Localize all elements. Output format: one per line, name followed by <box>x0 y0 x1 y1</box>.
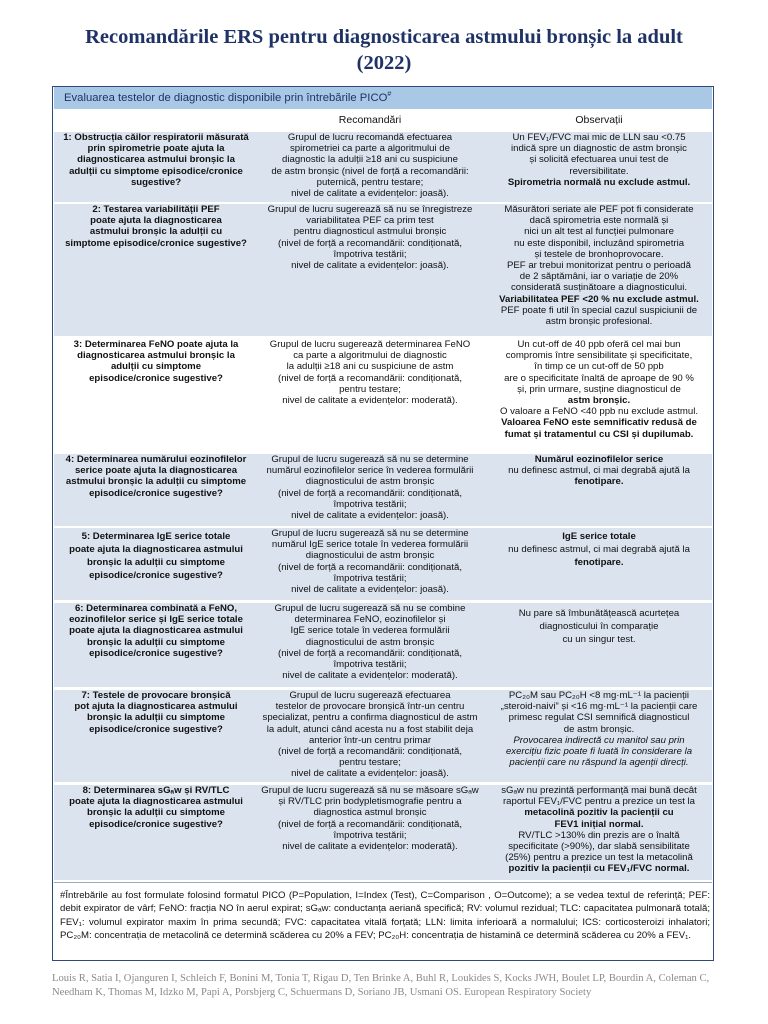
observation-line: în timp ce un cut-off de 50 ppb <box>534 361 664 373</box>
question-line: episodice/cronice sugestive? <box>89 570 223 581</box>
recommendation-line: nivel de calitate a evidențelor: joasă). <box>291 260 449 272</box>
table-header-sup: # <box>387 91 392 98</box>
question-line: serice poate ajuta la diagnosticarea <box>74 465 238 477</box>
recommendation-line: diagnosticului de astm bronșic <box>305 476 435 488</box>
observation-line: astm bronșic profesional. <box>545 316 653 328</box>
question-line: poate ajuta la diagnosticarea astmului <box>69 796 243 808</box>
question-line: episodice/cronice sugestive? <box>89 372 223 384</box>
question-line: episodice/cronice sugestive? <box>89 818 223 830</box>
observation-line: IgE serice totale <box>562 531 636 542</box>
question-line: 3: Determinarea FeNO poate ajuta la <box>73 339 239 350</box>
recommendation-line: Grupul de lucru sugerează să nu se determine <box>271 454 469 465</box>
recommendation-line: Grupul de lucru sugerează efectuarea <box>289 690 451 701</box>
observation-line: O valoare a FeNO <40 ppb nu exclude astmul. <box>499 406 699 418</box>
recommendation-line: ca parte a algoritmului de diagnostic <box>293 350 447 362</box>
question-cell <box>58 339 254 384</box>
question-line: 4: Determinarea numărului eozinofilelor <box>65 454 247 465</box>
question-line: astmului bronșic la adulții cu simptome <box>65 476 247 488</box>
question-line: 8: Determinarea sGₐw și RV/TLC <box>82 785 230 796</box>
question-cell <box>58 785 254 830</box>
recommendation-line: specializat, pentru a confirma diagnosticul de astm <box>262 712 478 724</box>
observation-line: astm bronșic. <box>567 395 631 407</box>
recommendation-line: diagnosticului de astm bronșic <box>305 550 435 562</box>
question-line: episodice/cronice sugestive? <box>89 723 223 735</box>
question-line: bronșic la adulții cu simptome <box>86 557 226 568</box>
observation-cell <box>488 785 710 875</box>
observation-cell <box>488 204 710 327</box>
table-row <box>54 339 712 451</box>
table-row <box>54 528 712 600</box>
observation-line: Valoarea FeNO este semnificativ redusă de <box>501 417 697 429</box>
question-cell <box>58 204 254 249</box>
observation-line: primesc regulat CSI semnifică diagnosticul <box>508 712 690 724</box>
observation-line: indică spre un diagnostic de astm bronșic <box>511 143 687 155</box>
observation-line: PC₂₀M sau PC₂₀H <8 mg·mL⁻¹ la pacienții <box>508 690 690 701</box>
question-line: astmului bronșic la adulții cu <box>89 226 223 238</box>
recommendation-line: și RV/TLC prin bodypletismografie pentru a <box>278 796 462 808</box>
recommendation-line: pentru testare; <box>339 757 401 769</box>
recommendation-cell <box>259 528 481 595</box>
recommendation-line: diagnostic la adulții ≥18 ani cu suspiciune <box>282 154 458 166</box>
observation-line: și testele de bronhoprovocare. <box>534 248 664 260</box>
observation-cell <box>488 132 710 188</box>
observation-line: cu un singur test. <box>562 634 636 645</box>
recommendation-line: pentru diagnosticul astmului bronșic <box>293 226 447 238</box>
recommendation-line: la adulții ≥18 ani cu suspiciune de astm <box>286 361 454 373</box>
question-line: prin spirometrie poate ajuta la <box>87 143 225 155</box>
observation-line: „steroid-naivi” și <16 mg·mL⁻¹ la pacienții care <box>500 701 698 713</box>
page-title <box>40 24 728 76</box>
recommendation-line: (nivel de forță a recomandării: condiționată, <box>278 237 462 249</box>
observation-cell <box>488 530 710 569</box>
question-line: adulții cu simptome <box>110 361 202 373</box>
observation-line: PEF ar trebui monitorizat pentru o perioadă <box>507 260 691 272</box>
title-line-2: (2022) <box>356 52 412 74</box>
observation-line: de astm bronșic. <box>563 723 635 735</box>
question-line: 1: Obstrucția căilor respiratorii măsurată <box>63 132 249 143</box>
observation-line: Măsurători seriate ale PEF pot fi considerate <box>504 204 694 215</box>
question-line: eozinofilelor serice și IgE serice totale <box>69 614 243 626</box>
footnote: #Întrebările au fost formulate folosind formatul PICO (P=Population, I=Index (Test), C=Comparison , O=Outcome); a se vedea textul de referință; PEF: debit expirator de vârf; FeNO: fracția NO în aerul expirat; sGₐw: conductanța aeriană specifică; RV: volumul rezidual; TLC: capacitatea pulmonară totală; FEV₁: volumul expirator maxim în prima secundă; FVC: capacitatea vitală forțată; LLN: limita inferioară a normalului; ICS: corticosteroizi inhalatori; PC₂₀M: concentrația de metacolină ce determină scăderea cu 20% a FEV; PC₂₀H: concentrația de histamină ce determină scăderea cu 20% a FEV₁. <box>60 890 710 942</box>
column-header-observatii: Observații <box>575 114 623 126</box>
observation-line: și solicită efectuarea unui test de <box>529 154 669 166</box>
observation-line: nici un alt test al funcției pulmonare <box>524 226 674 238</box>
question-cell <box>58 690 254 735</box>
observation-line: nu definesc astmul, ci mai degrabă ajută la <box>508 465 690 477</box>
recommendation-line: IgE serice totale în vederea formulării <box>290 625 450 637</box>
observation-line: pozitiv la pacienții cu FEV₁/FVC normal. <box>508 863 690 875</box>
observation-cell <box>488 607 710 646</box>
recommendation-line: (nivel de forță a recomandării: condiționată, <box>278 561 462 573</box>
observation-line: pacienții care nu răspund la agenții direcți. <box>509 757 689 769</box>
table-row <box>54 204 712 336</box>
observation-line: reversibilitate. <box>569 165 629 177</box>
observation-line: considerată susținătoare a diagnosticului. <box>511 282 687 294</box>
recommendation-line: (nivel de forță a recomandării: condiționată, <box>278 818 462 830</box>
recommendation-line: (nivel de forță a recomandării: condiționată, <box>278 746 462 758</box>
question-cell <box>58 132 254 188</box>
observation-line: PEF poate fi util în special cazul suspiciunii de <box>500 304 698 316</box>
question-line: diagnosticarea astmului bronșic la <box>77 154 235 166</box>
recommendation-line: testelor de provocare bronșică într-un centru <box>275 701 465 713</box>
observation-line: de 2 săptămâni, iar o variație de 20% <box>519 271 679 283</box>
observation-line: Nu pare să îmbunătățească acurtețea <box>518 608 680 619</box>
recommendation-line: pentru testare; <box>339 383 401 395</box>
question-line: episodice/cronice sugestive? <box>89 647 223 659</box>
table-header-band <box>54 87 712 109</box>
observation-line: Un cut-off de 40 ppb oferă cel mai bun <box>517 339 681 350</box>
observation-line: nu definesc astmul, ci mai degrabă ajută la <box>508 544 690 555</box>
recommendation-line: (nivel de forță a recomandării: condiționată, <box>278 487 462 499</box>
question-line: sugestive? <box>130 176 182 188</box>
question-line: bronșic la adulții cu simptome <box>86 636 226 648</box>
observation-line: raportul FEV₁/FVC pentru a prezice un test la <box>502 796 695 808</box>
observation-cell <box>488 454 710 488</box>
recommendation-cell <box>259 785 481 852</box>
observation-line: dacă spirometria este normală și <box>529 215 669 227</box>
recommendation-cell <box>259 204 481 271</box>
question-cell <box>58 454 254 499</box>
recommendation-line: anterior într-un centru primar <box>308 734 432 746</box>
table-row <box>54 454 712 526</box>
recommendation-cell <box>259 132 481 199</box>
observation-cell <box>488 690 710 768</box>
observation-line: Provocarea indirectă cu manitol sau prin <box>513 734 685 746</box>
recommendation-line: nivel de calitate a evidențelor: moderată). <box>282 841 458 853</box>
observation-line: Spirometria normală nu exclude astmul. <box>507 176 691 188</box>
title-line-1: Recomandările ERS pentru diagnosticarea astmului bronșic la adult <box>85 26 683 48</box>
recommendation-line: nivel de calitate a evidențelor: joasă). <box>291 584 449 596</box>
question-line: poate ajuta la diagnosticarea astmului <box>69 544 243 555</box>
recommendation-line: numărul IgE serice totale în vederea formulării <box>271 539 469 551</box>
table-row <box>54 603 712 687</box>
recommendation-line: nivel de calitate a evidențelor: joasă). <box>291 188 449 200</box>
observation-line: fumat și tratamentul cu CSI și dupilumab. <box>504 428 694 440</box>
observation-line: Numărul eozinofilelor serice <box>534 454 664 465</box>
recommendation-line: nivel de calitate a evidențelor: moderată). <box>282 670 458 682</box>
table-row <box>54 690 712 782</box>
question-cell <box>58 530 254 582</box>
column-header-recomandari: Recomandări <box>338 114 402 126</box>
recommendation-line: spirometriei ca parte a algoritmului de <box>290 143 450 155</box>
recommendation-line: nivel de calitate a evidențelor: joasă). <box>291 768 449 780</box>
question-line: simptome episodice/cronice sugestive? <box>65 237 247 249</box>
recommendation-line: Grupul de lucru sugerează să nu se determine <box>271 528 469 539</box>
recommendation-line: la adult, atunci când acesta nu a fost stabilit deja <box>266 723 474 735</box>
table-header-text: Evaluarea testelor de diagnostic disponibile prin întrebările PICO <box>64 91 388 104</box>
question-line: pot ajuta la diagnosticarea astmului <box>74 701 238 713</box>
question-line: bronșic la adulții cu simptome <box>86 807 226 819</box>
observation-line: diagnosticului în comparație <box>539 621 659 632</box>
question-line: 2: Testarea variabilității PEF <box>92 204 220 215</box>
observation-line: specificitate (>90%), dar slabă sensibilitate <box>508 841 690 853</box>
table-row <box>54 785 712 880</box>
question-line: adulții cu simptome episodice/cronice <box>69 165 243 177</box>
observation-line: are o specificitate înaltă de aproape de 90 % <box>504 372 694 384</box>
observation-line: fenotipare. <box>574 476 624 488</box>
recommendation-line: puternică, pentru testare; <box>316 176 424 188</box>
observation-line: Variabilitatea PEF <20 % nu exclude astmul. <box>499 293 699 305</box>
question-line: 7: Testele de provocare bronșică <box>81 690 231 701</box>
observation-line: nu este disponibil, incluzând spirometria <box>513 237 685 249</box>
observation-line: fenotipare. <box>574 557 624 568</box>
question-cell <box>58 603 254 659</box>
recommendation-line: diagnostica astmul bronșic <box>313 807 427 819</box>
question-line: 5: Determinarea IgE serice totale <box>81 531 231 542</box>
table-row <box>54 132 712 202</box>
question-line: episodice/cronice sugestive? <box>89 487 223 499</box>
recommendation-line: (nivel de forță a recomandării: condiționată, <box>278 372 462 384</box>
recommendation-line: diagnosticului de astm bronșic <box>305 636 435 648</box>
recommendation-line: (nivel de forță a recomandării: condiționată, <box>278 647 462 659</box>
recommendation-line: împotriva testării; <box>333 572 407 584</box>
recommendation-line: nivel de calitate a evidențelor: joasă). <box>291 510 449 522</box>
footnote-divider <box>54 882 712 883</box>
recommendation-line: Grupul de lucru sugerează să nu se măsoare sGₐw <box>261 785 479 796</box>
observation-cell <box>488 339 710 440</box>
recommendation-line: Grupul de lucru sugerează să nu se înregistreze <box>267 204 473 215</box>
recommendation-line: nivel de calitate a evidențelor: moderată). <box>282 395 458 407</box>
question-line: poate ajuta la diagnosticarea <box>90 215 222 227</box>
observation-line: Un FEV₁/FVC mai mic de LLN sau <0.75 <box>512 132 686 143</box>
table-header <box>64 91 391 104</box>
recommendation-line: numărul eozinofilelor serice în vederea formulării <box>266 465 474 477</box>
question-line: 6: Determinarea combinată a FeNO, <box>74 603 238 614</box>
recommendation-line: împotriva testării; <box>333 829 407 841</box>
recommendation-line: variabilitatea PEF ca prim test <box>306 215 434 227</box>
citation: Louis R, Satia I, Ojanguren I, Schleich F, Bonini M, Tonia T, Rigau D, Ten Brinke A, Buhl R, Loukides S, Kocks JWH, Boulet LP, Bourdin A, Coleman C, Needham K, Thomas M, Idzko M, Papi A, Porsbjerg C, Schuermans D, Soriano JB, Usmani OS. European Respiratory Society <box>52 973 710 998</box>
observation-line: metacolină pozitiv la pacienții cu <box>524 807 674 819</box>
observation-line: compromis între sensibilitate și specificitate, <box>505 350 693 362</box>
recommendation-line: împotriva testării; <box>333 659 407 671</box>
observation-line: FEV1 inițial normal. <box>554 818 644 830</box>
recommendation-line: determinarea FeNO, eozinofilelor și <box>294 614 446 626</box>
recommendation-line: Grupul de lucru recomandă efectuarea <box>287 132 453 143</box>
observation-line: sGₐw nu prezintă performanță mai bună decât <box>501 785 697 796</box>
recommendation-cell <box>259 339 481 406</box>
question-line: diagnosticarea astmului bronșic la <box>77 350 235 362</box>
recommendation-line: Grupul de lucru sugerează determinarea FeNO <box>269 339 471 350</box>
question-line: poate ajuta la diagnosticarea astmului <box>69 625 243 637</box>
observation-line: (25%) pentru a prezice un test la metacolină <box>505 852 693 864</box>
recommendation-cell <box>259 454 481 521</box>
recommendation-line: Grupul de lucru sugerează să nu se combine <box>274 603 466 614</box>
recommendation-cell <box>259 603 481 681</box>
observation-line: și, prin urmare, susține diagnosticul de <box>517 383 681 395</box>
question-line: bronșic la adulții cu simptome <box>86 712 226 724</box>
recommendation-line: de astm bronșic (nivel de forță a recomandării: <box>271 165 469 177</box>
recommendation-cell <box>259 690 481 780</box>
observation-line: RV/TLC >130% din prezis are o înaltă <box>518 829 680 841</box>
observation-line: exercițiu fizic poate fi luată în considerare la <box>505 746 693 758</box>
recommendation-line: împotriva testării; <box>333 248 407 260</box>
recommendation-line: împotriva testării; <box>333 498 407 510</box>
